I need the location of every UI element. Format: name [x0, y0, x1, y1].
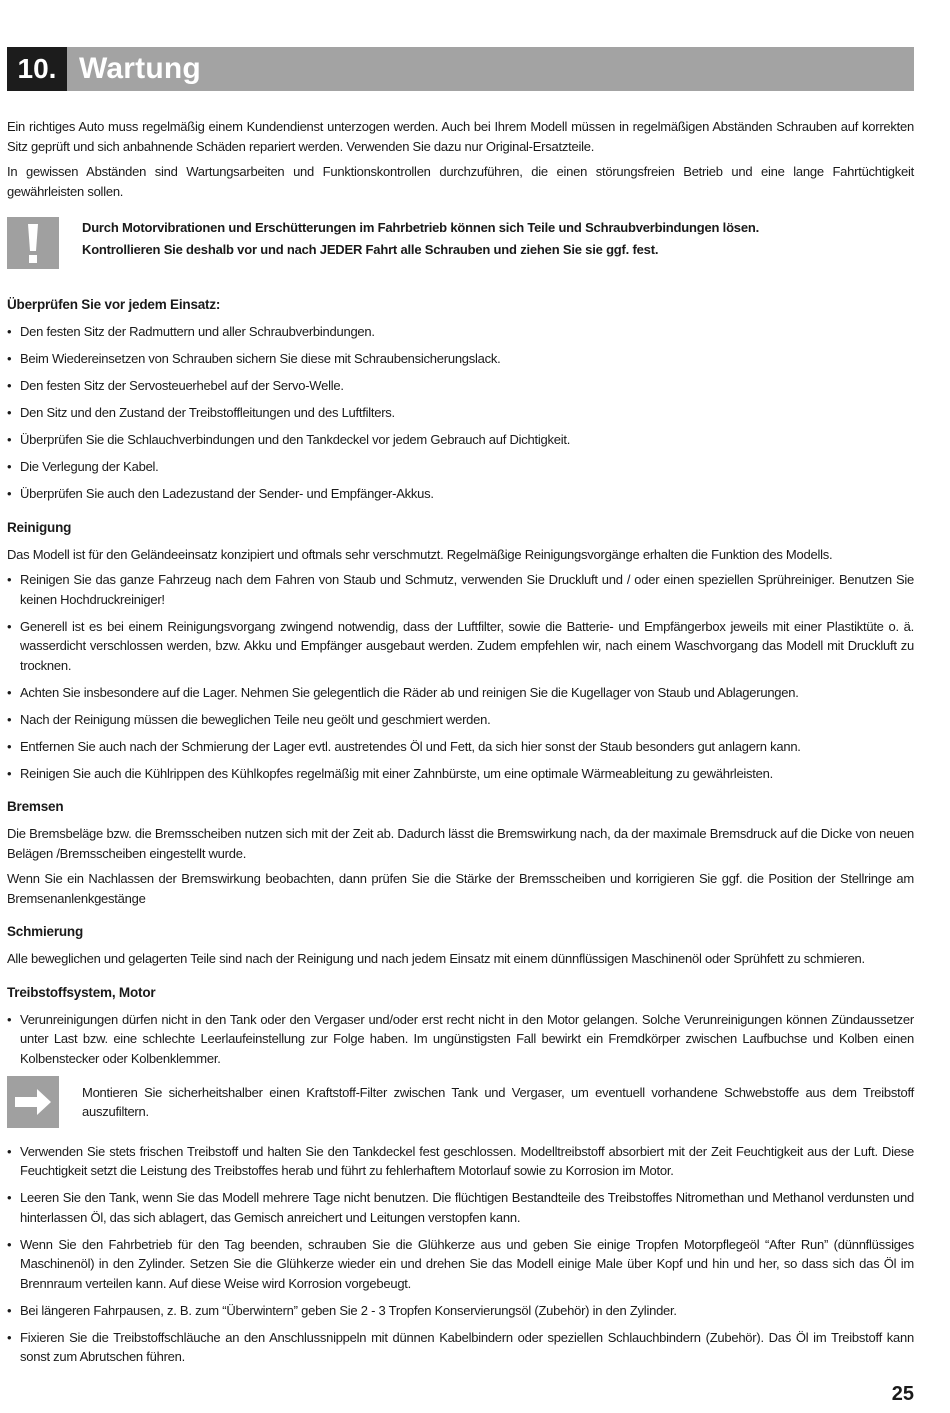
list-item: • Fixieren Sie die Treibstoffschläuche an den Anschlussnippeln mit dünnen Kabelbindern oder speziellen Schlauchbindern (Zubehör). Das Öl im Treibstoff kann sonst zum Abrutschen führen.	[7, 1328, 914, 1367]
list-item: • Bei längeren Fahrpausen, z. B. zum “Überwintern” geben Sie 2 - 3 Tropfen Konservierungsöl (Zubehör) in den Zylinder.	[7, 1301, 914, 1321]
checks-heading: Überprüfen Sie vor jedem Einsatz:	[7, 297, 221, 312]
hint-notice	[7, 1076, 914, 1128]
warning-line: Durch Motorvibrationen und Erschütterungen im Fahrbetrieb können sich Teile und Schraubverbindungen lösen.	[82, 220, 760, 235]
warning-notice	[7, 217, 914, 269]
cleaning-list	[7, 570, 914, 783]
arrow-right-icon	[7, 1076, 59, 1128]
list-item: • Den Sitz und den Zustand der Treibstoffleitungen und des Luftfilters.	[7, 403, 914, 423]
list-item: • Den festen Sitz der Servosteuerhebel auf der Servo-Welle.	[7, 376, 914, 396]
list-item: • Leeren Sie den Tank, wenn Sie das Modell mehrere Tage nicht benutzen. Die flüchtigen Bestandteile des Treibstoffes Nitromethan und Methanol verdunsten und hinterlassen Öl, das sich ablagert, das Gemisch anreichert und Leitungen verstopfen kann.	[7, 1188, 914, 1227]
list-item: • Reinigen Sie auch die Kühlrippen des Kühlkopfes regelmäßig mit einer Zahnbürste, um eine optimale Wärmeableitung zu gewährleisten.	[7, 764, 914, 784]
page-number: 25	[891, 1383, 914, 1405]
chapter-title: Wartung	[67, 47, 914, 91]
list-item: • Verunreinigungen dürfen nicht in den Tank oder den Vergaser und/oder erst recht nicht in den Motor gelangen. Solche Verunreinigungen können Zündaussetzer unter Last bzw. eine schlechte Leerlaufeinstellung zur Folge haben. Im ungünstigsten Fall bewirkt ein Fremdkörper zwischen Laufbuchse und Kolben einen Kolbenstecker oder Kolbenklemmer.	[7, 1010, 914, 1069]
intro-paragraph: Ein richtiges Auto muss regelmäßig einem Kundendienst unterzogen werden. Auch bei Ihrem Modell müssen in regelmäßigen Abständen Schrauben auf korrekten Sitz geprüft und sich anbahnende Schäden repariert werden. Verwenden Sie dazu nur Original-Ersatzteile.	[7, 119, 914, 154]
list-item: • Die Verlegung der Kabel.	[7, 457, 914, 477]
brakes-heading: Bremsen	[7, 799, 64, 814]
list-item: • Beim Wiedereinsetzen von Schrauben sichern Sie diese mit Schraubensicherungslack.	[7, 349, 914, 369]
brakes-paragraph: Die Bremsbeläge bzw. die Bremsscheiben nutzen sich mit der Zeit ab. Dadurch lässt die Bremswirkung nach, da der maximale Bremsdruck auf die Dicke von neuen Belägen /Bremsscheiben eingestellt wurde.	[7, 826, 914, 861]
intro-paragraph: In gewissen Abständen sind Wartungsarbeiten und Funktionskontrollen durchzuführen, die einen störungsfreien Betrieb und eine lange Fahrtüchtigkeit gewährleisten sollen.	[7, 164, 914, 199]
list-item: • Achten Sie insbesondere auf die Lager. Nehmen Sie gelegentlich die Räder ab und reinigen Sie die Kugellager von Staub und Ablagerungen.	[7, 683, 914, 703]
list-item: • Den festen Sitz der Radmuttern und aller Schraubverbindungen.	[7, 322, 914, 342]
list-item: • Reinigen Sie das ganze Fahrzeug nach dem Fahren von Staub und Schmutz, verwenden Sie Druckluft und / oder einen speziellen Sprühreiniger. Benutzen Sie keinen Hochdruckreiniger!	[7, 570, 914, 609]
fuel-list	[7, 1010, 914, 1069]
list-item: • Wenn Sie den Fahrbetrieb für den Tag beenden, schrauben Sie die Glühkerze aus und geben Sie einige Tropfen Motorpflegeöl “After Run” (dünnflüssiges Maschinenöl) in den Zylinder. Setzen Sie die Glühkerze wieder ein und drehen Sie das Modell einige Male über Kopf und hin und her, so dass sich das Öl im Brennraum verteilen kann. Auf diese Weise wird Korrosion vorgebeugt.	[7, 1235, 914, 1294]
cleaning-text: Das Modell ist für den Geländeeinsatz konzipiert und oftmals sehr verschmutzt. Regelmäßige Reinigungsvorgänge erhalten die Funktion des Modells.	[7, 546, 833, 562]
warning-line: Kontrollieren Sie deshalb vor und nach JEDER Fahrt alle Schrauben und ziehen Sie sie ggf. fest.	[82, 242, 659, 257]
hint-text: Montieren Sie sicherheitshalber einen Kraftstoff-Filter zwischen Tank und Vergaser, um eventuell vorhandene Schwebstoffe aus dem Treibstoff auszufiltern.	[82, 1084, 914, 1119]
list-item: • Überprüfen Sie die Schlauchverbindungen und den Tankdeckel vor jedem Gebrauch auf Dichtigkeit.	[7, 430, 914, 450]
page-content	[7, 47, 914, 1381]
chapter-number: 10.	[7, 47, 67, 91]
chapter-header	[7, 47, 914, 91]
warning-text	[82, 217, 759, 261]
fuel-list-continued	[7, 1142, 914, 1367]
fuel-heading: Treibstoffsystem, Motor	[7, 984, 156, 1000]
list-item: • Verwenden Sie stets frischen Treibstoff und halten Sie den Tankdeckel fest geschlossen. Modelltreibstoff absorbiert mit der Zeit Feuchtigkeit aus der Luft. Diese Feuchtigkeit setzt die Leistung des Treibstoffes herab und führt zu fehlerhaftem Motorlauf sowie zu Korrosion im Motor.	[7, 1142, 914, 1181]
lubrication-heading: Schmierung	[7, 924, 84, 939]
lubrication-text: Alle beweglichen und gelagerten Teile sind nach der Reinigung und nach jedem Einsatz mit einem dünnflüssigen Maschinenöl oder Sprühfett zu schmieren.	[7, 951, 865, 966]
list-item: • Überprüfen Sie auch den Ladezustand der Sender- und Empfänger-Akkus.	[7, 484, 914, 504]
brakes-paragraph: Wenn Sie ein Nachlassen der Bremswirkung beobachten, dann prüfen Sie die Stärke der Bremsscheiben und korrigieren Sie ggf. die Position der Stellringe am Bremsenanlenkgestänge	[7, 871, 914, 906]
exclamation-icon	[7, 217, 59, 269]
list-item: • Nach der Reinigung müssen die beweglichen Teile neu geölt und geschmiert werden.	[7, 710, 914, 730]
list-item: • Generell ist es bei einem Reinigungsvorgang zwingend notwendig, dass der Luftfilter, sowie die Batterie- und Empfängerbox jeweils mit einer Plastiktüte o. ä. wasserdicht verschlossen werden, bzw. Akku und Empfänger ausgebaut werden. Zudem empfehlen wir, nach einem Waschvorgang das Modell mit Druckluft zu trocknen.	[7, 617, 914, 676]
checks-list	[7, 322, 914, 504]
list-item: • Entfernen Sie auch nach der Schmierung der Lager evtl. austretendes Öl und Fett, da sich hier sonst der Staub besonders gut anlagern kann.	[7, 737, 914, 757]
cleaning-heading: Reinigung	[7, 519, 72, 535]
